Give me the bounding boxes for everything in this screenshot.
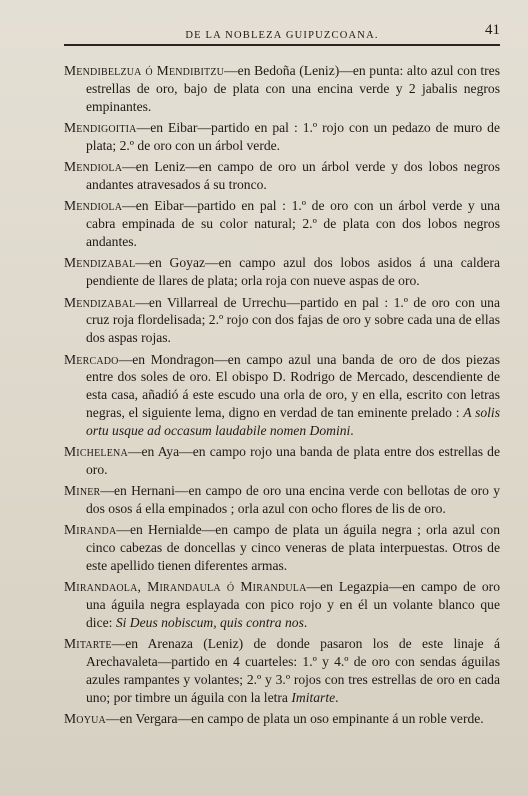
entry-text: —en Bedoña (Leniz)—en punta: alto azul con tres estrellas de oro, bajo de plata con una encina verde y 2 jabalis negros empinantes. [86,63,501,114]
entry-text: —en Mondragon—en campo azul una banda de oro de dos piezas entre dos soles de oro. El obispo D. Rodrigo de Mercado, descendiente de esta casa, añadió á este escudo una orla de oro, y en ella, escrito con letras negras, el siguiente lema, digno en verdad de tan eminente prelado : [86,351,500,420]
entry-name: Mendiola [64,198,123,214]
entry-motto: A solis ortu usque ad occasum laudabile nomen Domini [86,404,500,438]
entry-mendigoitia [64,119,500,155]
entry-list [64,62,500,732]
entry-miranda [64,521,500,574]
entry-name: Moyua [64,711,106,727]
entry-text: —en Hernani—en campo de oro una encina verde con bellotas de oro y dos osos á ella empinados ; orla azul con ocho flores de lis de oro. [86,483,500,517]
entry-name: Mendizabal [64,255,136,271]
entry-mendizabal-goyaz [64,254,500,290]
entry-moyua [64,710,500,728]
entry-text: —en Legazpia—en campo de oro una águila negra esplayada con pico rojo y en él un volante blanco que dice: [86,579,500,631]
entry-text-end: . [335,689,339,705]
entry-name: Miranda [64,522,117,538]
entry-text: —en Eibar—partido en pal : 1.º de oro con un árbol verde y una cabra empinada de su color natural; 2.º de plata con dos lobos negros andantes. [86,198,500,249]
entry-mendibelzua [64,62,500,115]
entry-motto: Si Deus nobiscum, quis contra nos [115,615,304,631]
entry-text: —en Villarreal de Urrechu—partido en pal : 1.º de oro con una cruz roja flordelisada; 2.º rojo con dos fajas de oro y sobre cada una de ellas dos aspas rojas. [86,294,500,346]
entry-mendiola-eibar [64,197,500,250]
entry-name: Michelena [64,444,128,460]
running-title: DE LA NOBLEZA GUIPUZCOANA. [185,30,379,41]
entry-name: Mercado [64,351,119,367]
entry-mercado [64,351,500,440]
entry-name: Mendizabal [64,294,136,310]
entry-text: —en Arenaza (Leniz) de donde pasaron los de este linaje á Arechavaleta—partido en 4 cuarteles: 1.º y 4.º de oro con sendas águilas azules rampantes y volantes; 2.º y 3.º rojos con tres estrellas de oro en cada uno; por timbre un águila con la letra [86,636,500,705]
entry-mitarte [64,635,500,706]
entry-name: Mendiola [64,159,123,175]
entry-mendiola-leniz [64,158,500,194]
entry-motto: Imitarte [291,689,336,705]
entry-name: Mendigoitia [64,119,137,135]
entry-name: Mitarte [64,636,112,652]
entry-mirandaola [64,578,500,631]
entry-name: Mirandaola, Mirandaula ó Mirandula [64,579,307,595]
entry-text: —en Goyaz—en campo azul dos lobos asidos á una caldera pendiente de llares de plata; orla roja con nueve aspas de oro. [86,255,500,289]
entry-mendizabal-villarreal [64,294,500,347]
entry-text: —en Eibar—partido en pal : 1.º rojo con un pedazo de muro de plata; 2.º de oro con un árbol verde. [86,119,500,153]
entry-text: —en Hernialde—en campo de plata un águila negra ; orla azul con cinco cabezas de doncellas y cinco veneras de plata interpuestas. Otros de este apellido tienen diferentes armas. [86,522,500,574]
entry-miner [64,482,500,518]
entry-text-end: . [350,422,354,438]
entry-text: —en Aya—en campo rojo una banda de plata entre dos estrellas de oro. [86,444,500,477]
entry-text: —en Vergara—en campo de plata un oso empinante á un roble verde. [105,711,484,727]
header-rule [64,44,500,46]
page-number: 41 [485,22,500,38]
page-header [64,20,500,46]
entry-text-end: . [303,615,308,631]
entry-michelena [64,443,500,479]
entry-name: Miner [64,483,101,499]
entry-name: Mendibelzua ó Mendibitzu [64,63,225,78]
entry-text: —en Leniz—en campo de oro un árbol verde y dos lobos negros andantes atravesados á su tronco. [86,159,500,192]
